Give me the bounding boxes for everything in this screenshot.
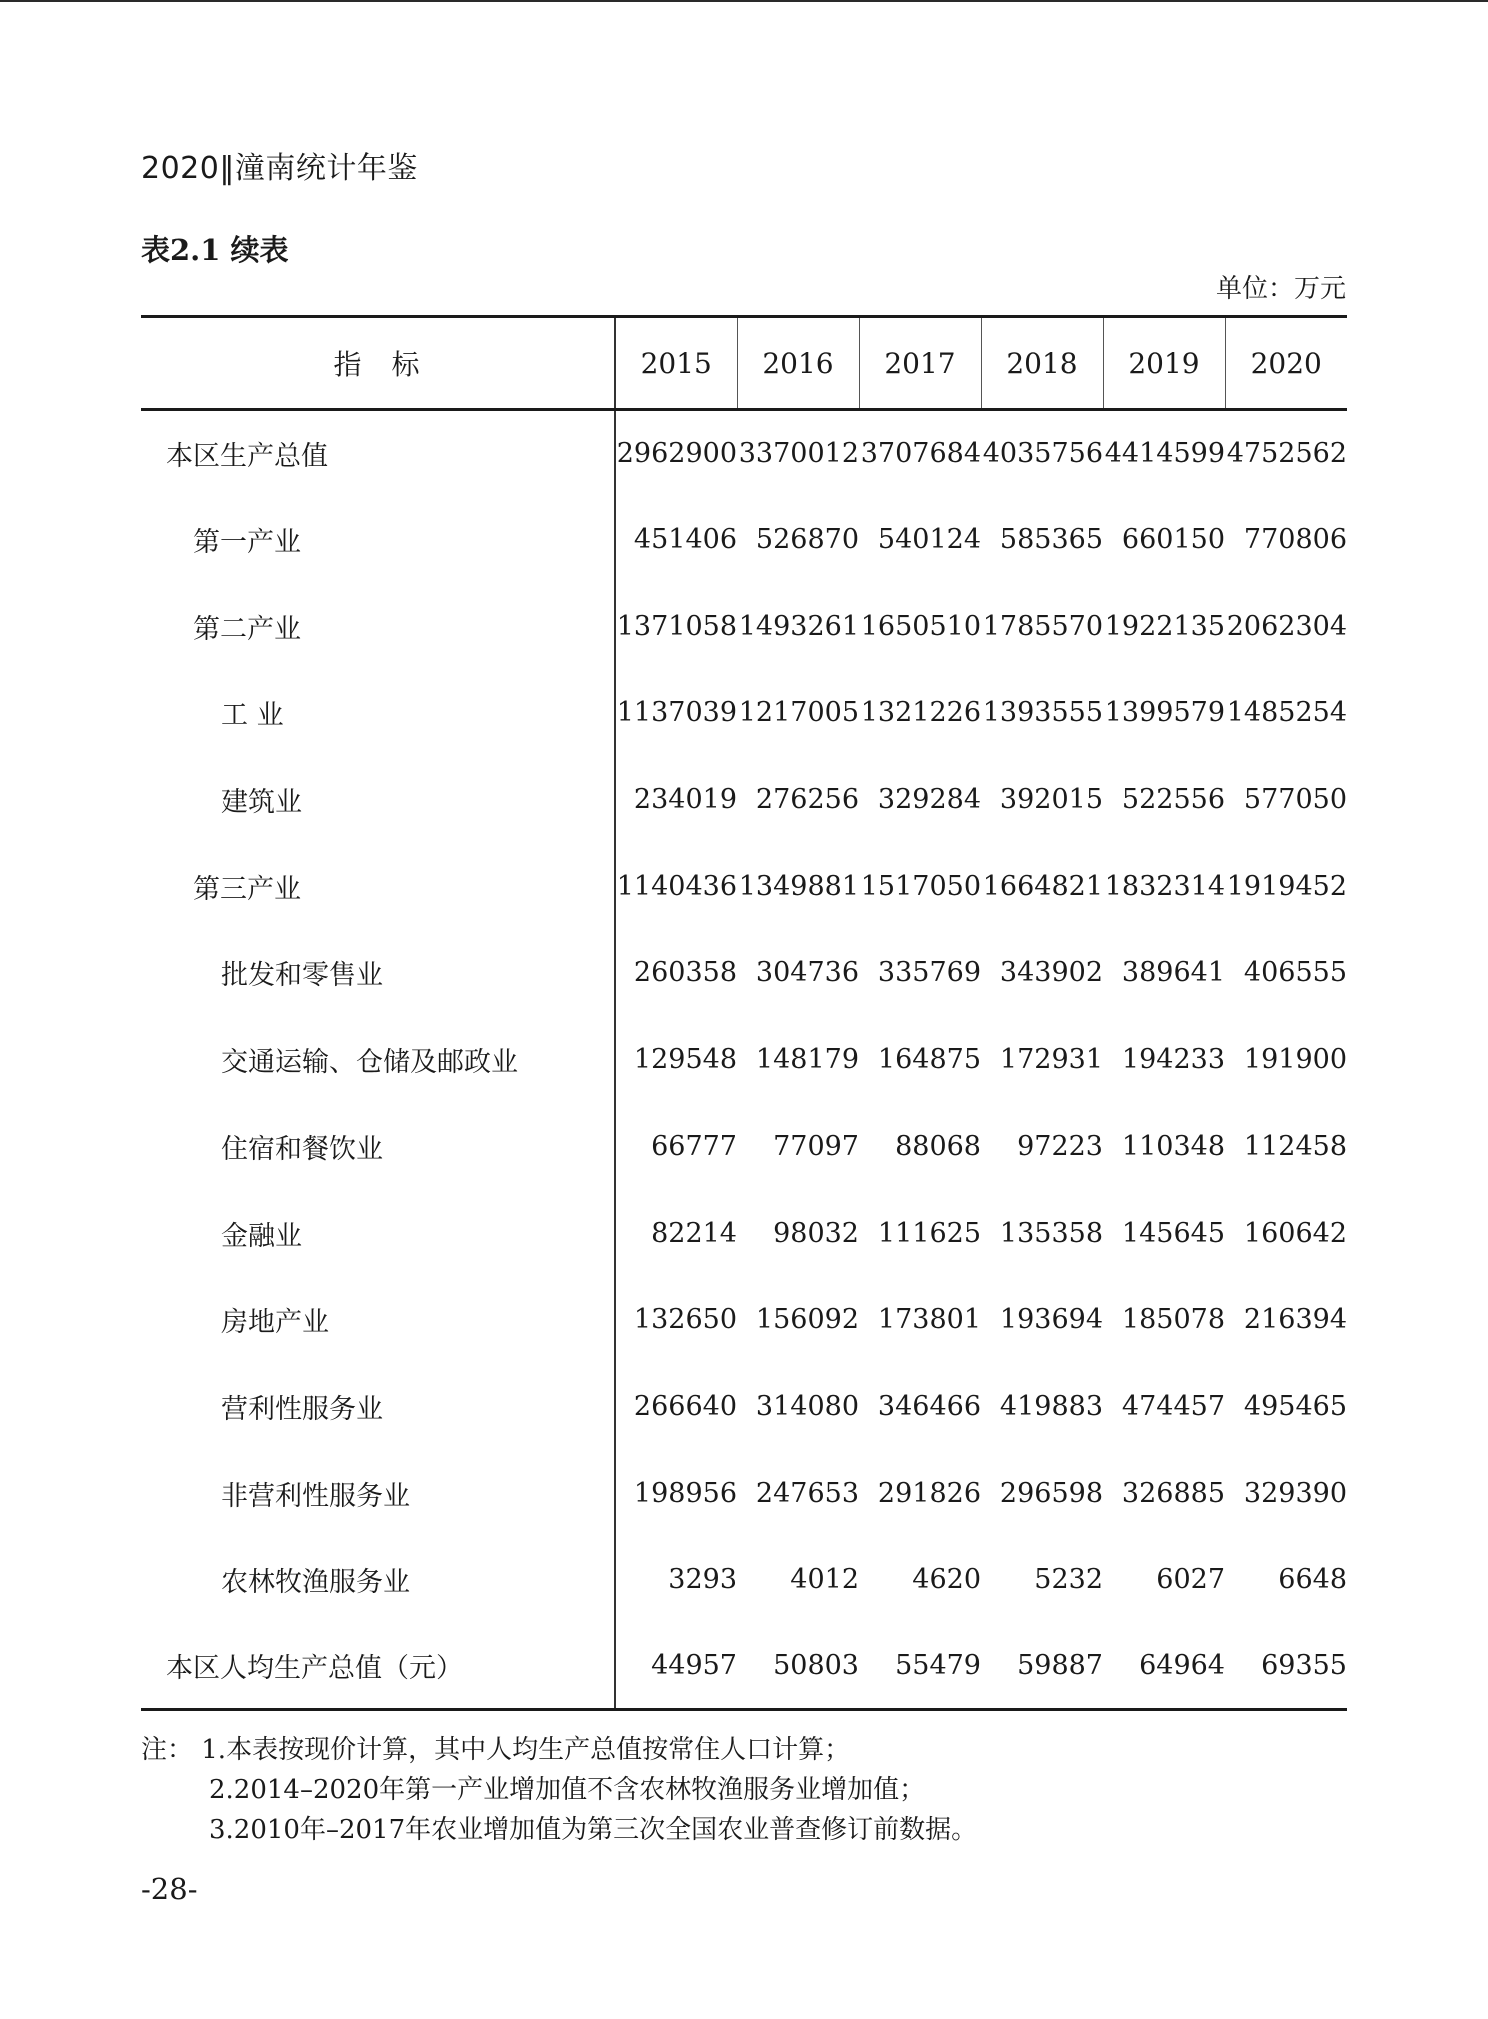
cell-value: 260358 (633, 957, 737, 989)
cell-value: 97223 (1017, 1130, 1103, 1162)
cell-value: 4752562 (1226, 438, 1347, 470)
column-header-year: 2019 (1103, 317, 1225, 410)
cell-value: 234019 (633, 784, 737, 816)
row-label: 交通运输、仓储及邮政业 (141, 1016, 615, 1103)
table-row (141, 843, 1347, 930)
cell-value: 6027 (1156, 1564, 1225, 1596)
cell-value: 3370012 (738, 438, 859, 470)
cell-value: 69355 (1225, 1623, 1347, 1710)
note-line: 3.2010年–2017年农业增加值为第三次全国农业普查修订前数据。 (209, 1815, 978, 1845)
table-row (141, 1190, 1347, 1277)
running-head: 2020‖潼南统计年鉴 (141, 151, 418, 186)
cell-value: 495465 (1243, 1390, 1347, 1422)
note-line: 注： 1.本表按现价计算，其中人均生产总值按常住人口计算； (141, 1735, 851, 1765)
table-row (141, 930, 1347, 1017)
cell-value: 1664821 (982, 870, 1103, 902)
cell-value: 389641 (1121, 957, 1225, 989)
cell-value: 451406 (633, 524, 737, 556)
cell-value: 185078 (1121, 1304, 1225, 1336)
column-header-year: 2020 (1225, 317, 1347, 410)
cell-value: 193694 (999, 1304, 1103, 1336)
row-label: 农林牧渔服务业 (141, 1536, 615, 1623)
row-label: 房地产业 (141, 1276, 615, 1363)
cell-value: 296598 (999, 1477, 1103, 1509)
cell-value: 474457 (1121, 1390, 1225, 1422)
cell-value: 1349881 (738, 870, 859, 902)
row-label: 住宿和餐饮业 (141, 1103, 615, 1190)
cell-value: 4035756 (982, 438, 1103, 470)
cell-value: 66777 (651, 1130, 737, 1162)
cell-value: 172931 (999, 1044, 1103, 1076)
cell-value: 5232 (1034, 1564, 1103, 1596)
cell-value: 329284 (877, 784, 981, 816)
table-body (141, 410, 1347, 1710)
cell-value: 343902 (999, 957, 1103, 989)
cell-value: 392015 (999, 784, 1103, 816)
cell-value: 522556 (1121, 784, 1225, 816)
note-line: 2.2014–2020年第一产业增加值不含农林牧渔服务业增加值； (209, 1775, 926, 1805)
cell-value: 1140436 (616, 870, 737, 902)
cell-value: 64964 (1103, 1623, 1225, 1710)
column-header-indicator: 指标 (141, 317, 615, 410)
row-label: 批发和零售业 (141, 930, 615, 1017)
cell-value: 660150 (1121, 524, 1225, 556)
cell-value: 198956 (633, 1477, 737, 1509)
cell-value: 145645 (1121, 1217, 1225, 1249)
cell-value: 540124 (877, 524, 981, 556)
cell-value: 2962900 (616, 438, 737, 470)
cell-value: 1517050 (860, 870, 981, 902)
table-row (141, 1536, 1347, 1623)
column-header-year: 2016 (737, 317, 859, 410)
cell-value: 132650 (633, 1304, 737, 1336)
cell-value: 1321226 (860, 697, 981, 729)
table-row (141, 670, 1347, 757)
cell-value: 577050 (1243, 784, 1347, 816)
cell-value: 1485254 (1226, 697, 1347, 729)
row-label: 营利性服务业 (141, 1363, 615, 1450)
cell-value: 1922135 (1104, 610, 1225, 642)
cell-value: 419883 (999, 1390, 1103, 1422)
cell-value: 346466 (877, 1390, 981, 1422)
table-row (141, 1450, 1347, 1537)
cell-value: 216394 (1243, 1304, 1347, 1336)
row-label: 工 业 (141, 670, 615, 757)
cell-value: 1832314 (1104, 870, 1225, 902)
cell-value: 135358 (999, 1217, 1103, 1249)
cell-value: 156092 (755, 1304, 859, 1336)
cell-value: 2062304 (1226, 610, 1347, 642)
table-row (141, 410, 1347, 497)
cell-value: 406555 (1243, 957, 1347, 989)
cell-value: 77097 (773, 1130, 859, 1162)
cell-value: 1650510 (860, 610, 981, 642)
cell-value: 1785570 (982, 610, 1103, 642)
cell-value: 98032 (773, 1217, 859, 1249)
table-row (141, 1276, 1347, 1363)
cell-value: 3293 (668, 1564, 737, 1596)
column-header-year: 2015 (615, 317, 737, 410)
cell-value: 4414599 (1104, 438, 1225, 470)
statistics-table (141, 315, 1347, 1711)
row-label: 金融业 (141, 1190, 615, 1277)
table-notes (141, 1730, 977, 1850)
cell-value: 50803 (737, 1623, 859, 1710)
cell-value: 276256 (755, 784, 859, 816)
table-row (141, 756, 1347, 843)
cell-value: 82214 (651, 1217, 737, 1249)
cell-value: 110348 (1121, 1130, 1225, 1162)
cell-value: 329390 (1243, 1477, 1347, 1509)
cell-value: 770806 (1243, 524, 1347, 556)
table-row (141, 1363, 1347, 1450)
cell-value: 194233 (1121, 1044, 1225, 1076)
cell-value: 526870 (755, 524, 859, 556)
column-header-year: 2018 (981, 317, 1103, 410)
table-row (141, 1103, 1347, 1190)
cell-value: 326885 (1121, 1477, 1225, 1509)
cell-value: 59887 (981, 1623, 1103, 1710)
cell-value: 88068 (895, 1130, 981, 1162)
row-label: 第二产业 (141, 583, 615, 670)
cell-value: 1371058 (616, 610, 737, 642)
cell-value: 129548 (633, 1044, 737, 1076)
cell-value: 6648 (1278, 1564, 1347, 1596)
cell-value: 3707684 (860, 438, 981, 470)
row-label: 本区生产总值 (141, 410, 615, 497)
cell-value: 160642 (1243, 1217, 1347, 1249)
cell-value: 1137039 (616, 697, 737, 729)
cell-value: 1399579 (1104, 697, 1225, 729)
cell-value: 291826 (877, 1477, 981, 1509)
table-header-row (141, 317, 1347, 410)
table-row (141, 1016, 1347, 1103)
row-label: 本区人均生产总值（元） (141, 1623, 615, 1710)
row-label: 第三产业 (141, 843, 615, 930)
cell-value: 266640 (633, 1390, 737, 1422)
column-header-year: 2017 (859, 317, 981, 410)
unit-label: 单位：万元 (1215, 274, 1346, 304)
cell-value: 247653 (755, 1477, 859, 1509)
cell-value: 1217005 (738, 697, 859, 729)
cell-value: 173801 (877, 1304, 981, 1336)
row-label: 建筑业 (141, 756, 615, 843)
cell-value: 314080 (755, 1390, 859, 1422)
cell-value: 112458 (1243, 1130, 1347, 1162)
cell-value: 4012 (790, 1564, 859, 1596)
cell-value: 304736 (755, 957, 859, 989)
cell-value: 148179 (755, 1044, 859, 1076)
cell-value: 111625 (877, 1217, 981, 1249)
cell-value: 1919452 (1226, 870, 1347, 902)
page-number: -28- (141, 1872, 198, 1906)
cell-value: 164875 (877, 1044, 981, 1076)
cell-value: 1393555 (982, 697, 1103, 729)
row-label: 第一产业 (141, 496, 615, 583)
row-label: 非营利性服务业 (141, 1450, 615, 1537)
cell-value: 191900 (1243, 1044, 1347, 1076)
page-top-rule (0, 0, 1488, 2)
cell-value: 585365 (999, 524, 1103, 556)
cell-value: 1493261 (738, 610, 859, 642)
table-row (141, 496, 1347, 583)
cell-value: 55479 (859, 1623, 981, 1710)
table-row (141, 1623, 1347, 1710)
cell-value: 335769 (877, 957, 981, 989)
table-row (141, 583, 1347, 670)
cell-value: 4620 (912, 1564, 981, 1596)
table-title: 表2.1 续表 (141, 233, 289, 267)
cell-value: 44957 (615, 1623, 737, 1710)
